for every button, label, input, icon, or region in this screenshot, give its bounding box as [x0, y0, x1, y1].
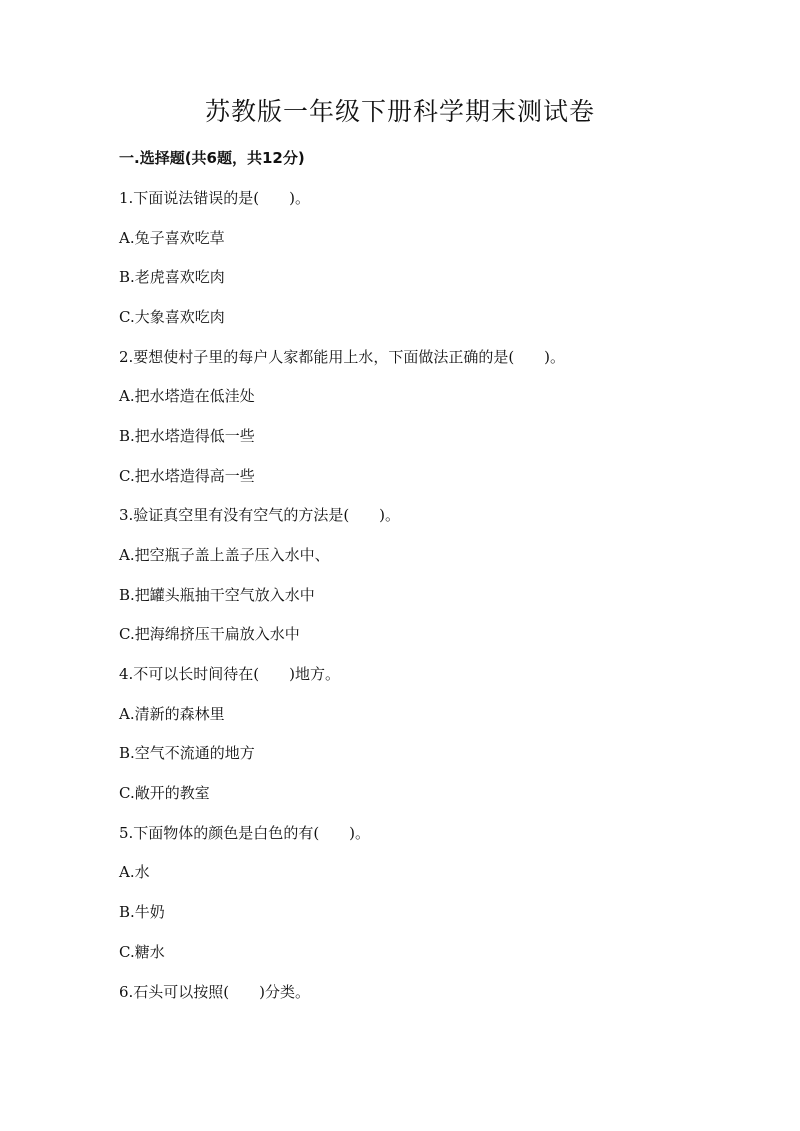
question-2-option-b: B.把水塔造得低一些: [119, 427, 255, 445]
question-3-option-b: B.把罐头瓶抽干空气放入水中: [119, 586, 315, 604]
question-2-option-c: C.把水塔造得高一些: [119, 467, 255, 485]
question-3: 3.验证真空里有没有空气的方法是( )。: [119, 506, 401, 524]
question-5-option-a: A.水: [119, 863, 150, 881]
question-1-option-a: A.兔子喜欢吃草: [119, 229, 225, 247]
section-heading: 一.选择题(共6题，共12分): [119, 149, 305, 167]
question-4-option-b: B.空气不流通的地方: [119, 744, 255, 762]
question-1-option-b: B.老虎喜欢吃肉: [119, 268, 225, 286]
question-4: 4.不可以长时间待在( )地方。: [119, 665, 341, 683]
question-2: 2.要想使村子里的每户人家都能用上水，下面做法正确的是( )。: [119, 348, 566, 366]
question-5-option-b: B.牛奶: [119, 903, 165, 921]
question-6: 6.石头可以按照( )分类。: [119, 983, 311, 1001]
question-4-option-a: A.清新的森林里: [119, 705, 225, 723]
question-4-option-c: C.敞开的教室: [119, 784, 210, 802]
document-title: 苏教版一年级下册科学期末测试卷: [204, 97, 595, 126]
question-5: 5.下面物体的颜色是白色的有( )。: [119, 824, 371, 842]
question-2-option-a: A.把水塔造在低洼处: [119, 387, 255, 405]
question-3-option-c: C.把海绵挤压干扁放入水中: [119, 625, 300, 643]
question-5-option-c: C.糖水: [119, 943, 165, 961]
question-1-option-c: C.大象喜欢吃肉: [119, 308, 225, 326]
question-3-option-a: A.把空瓶子盖上盖子压入水中、: [119, 546, 330, 564]
question-1: 1.下面说法错误的是( )。: [119, 189, 311, 207]
